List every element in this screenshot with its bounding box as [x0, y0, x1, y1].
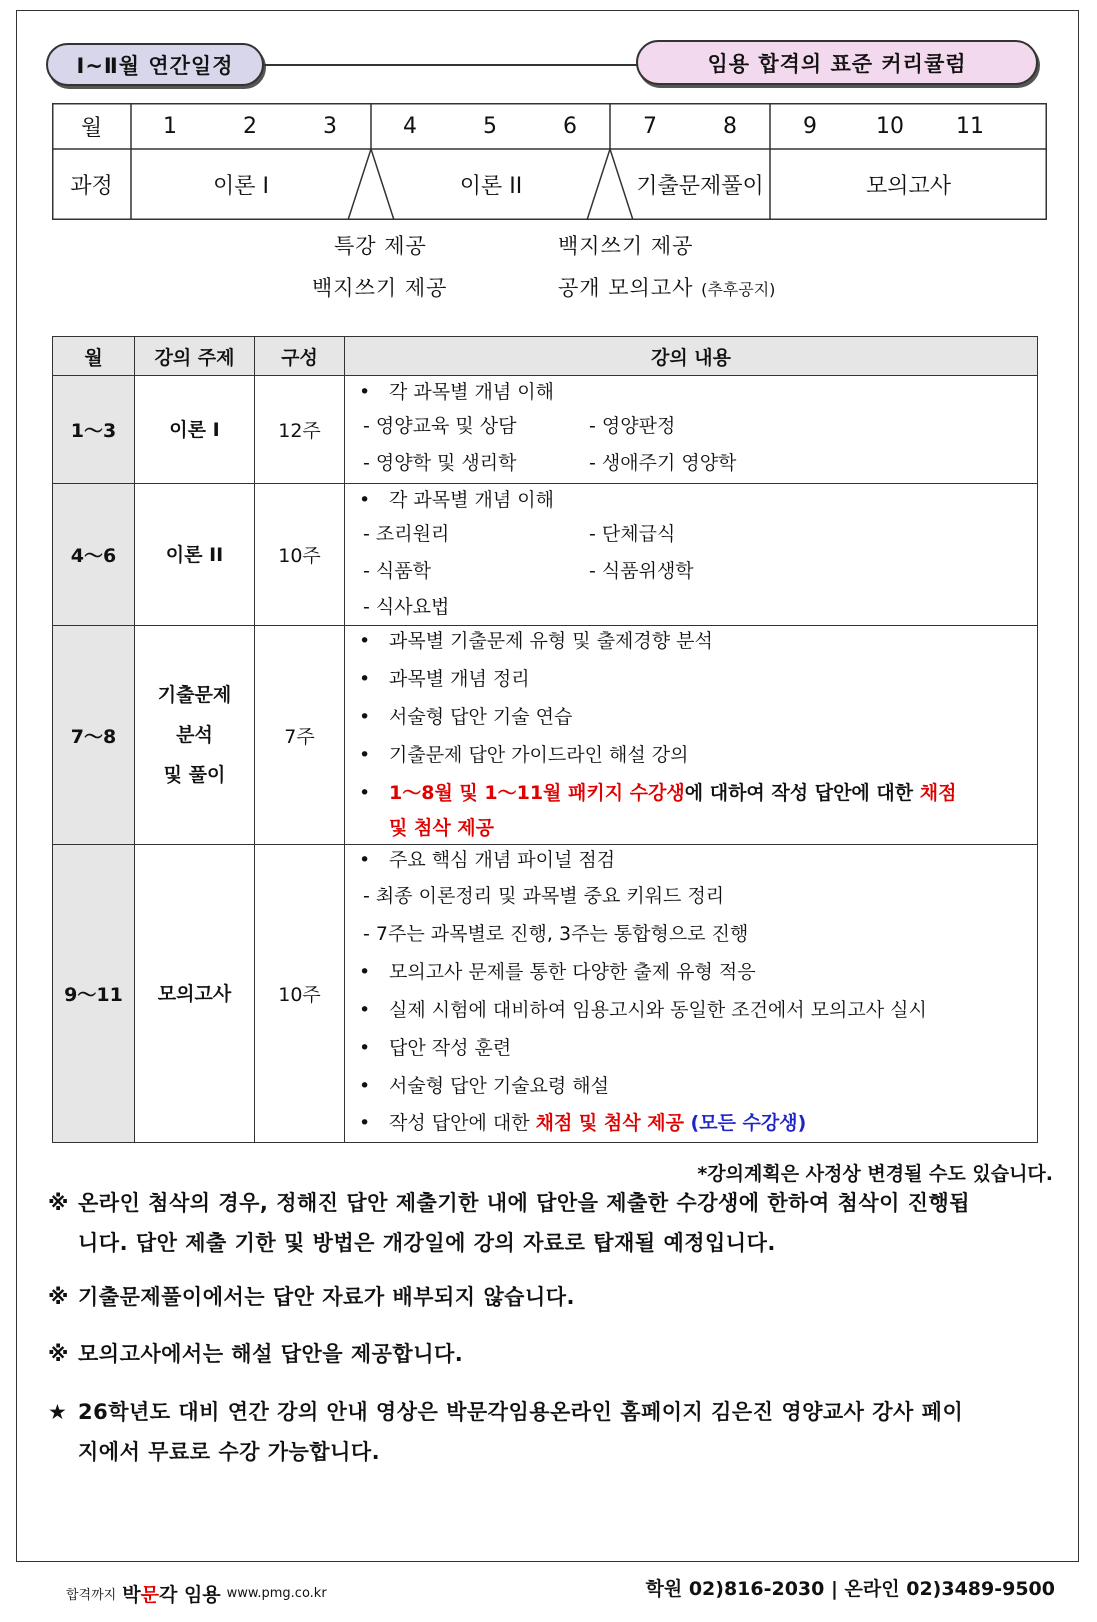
row-weeks: 7주	[255, 626, 345, 845]
timeline-month: 8	[723, 113, 737, 139]
notice-mark: ※	[48, 1285, 69, 1309]
content-item: - 영양판정	[589, 415, 676, 437]
timeline-month-label: 월	[80, 115, 103, 141]
notice-text: 기출문제풀이에서는 답안 자료가 배부되지 않습니다.	[78, 1285, 576, 1309]
header-month: 월	[53, 337, 135, 376]
timeline-note	[558, 272, 775, 302]
content-bullet: • 서술형 답안 기술 연습	[345, 698, 1027, 736]
notice-item	[48, 1277, 1058, 1317]
timeline-month: 1	[163, 113, 177, 139]
timeline-phase: 이론 I	[213, 174, 269, 199]
footer-url[interactable]: www.pmg.co.kr	[226, 1586, 327, 1601]
row-topic: 모의고사	[135, 845, 255, 1143]
row-content	[345, 845, 1038, 1143]
row-content	[345, 626, 1038, 845]
content-pair	[345, 553, 1027, 590]
timeline-month: 3	[323, 113, 337, 139]
table-row	[53, 376, 1038, 484]
content-bullet: • 기출문제 답안 가이드라인 해설 강의	[345, 736, 1027, 774]
brand-logo	[122, 1580, 220, 1607]
row-topic: 이론 I	[135, 376, 255, 484]
timeline-note: 백지쓰기 제공	[312, 276, 448, 300]
row-month: 7～8	[53, 626, 135, 845]
highlight-blue: (모든 수강생)	[683, 1112, 807, 1134]
notice-item	[48, 1392, 1058, 1472]
notice-item	[48, 1183, 1058, 1263]
star-icon: ★	[48, 1400, 68, 1424]
timeline-phase: 모의고사	[865, 174, 951, 199]
content-pair	[345, 516, 1027, 553]
highlight-red: 1～8월 및 1～11월 패키지 수강생	[389, 782, 685, 804]
timeline-month: 11	[956, 113, 984, 139]
content-bullet: • 서술형 답안 기술요령 해설	[345, 1067, 1027, 1105]
footer-phones: 학원 02)816-2030 | 온라인 02)3489-9500	[645, 1578, 1055, 1600]
highlight-red: 및 첨삭 제공	[389, 817, 494, 839]
content-bullet: • 각 과목별 개념 이해	[345, 484, 1027, 516]
footer-brand	[66, 1580, 327, 1607]
timeline-month: 9	[803, 113, 817, 139]
row-weeks: 12주	[255, 376, 345, 484]
highlight-black: 에 대하여 작성 답안에 대한	[684, 782, 920, 804]
timeline-note-small: (추후공지)	[701, 280, 776, 299]
table-header-row	[53, 337, 1038, 376]
row-weeks: 10주	[255, 845, 345, 1143]
content-item: - 생애주기 영양학	[589, 452, 737, 474]
timeline-note: 백지쓰기 제공	[558, 234, 694, 258]
notice-text: 모의고사에서는 해설 답안을 제공합니다.	[78, 1342, 464, 1366]
timeline-month: 5	[483, 113, 497, 139]
highlight-red: 채점	[919, 782, 957, 804]
timeline-phase: 이론 II	[459, 174, 523, 199]
content-pair	[345, 445, 1027, 482]
row-content	[345, 376, 1038, 484]
content-bullet: • 과목별 기출문제 유형 및 출제경향 분석	[345, 626, 1027, 660]
row-month: 4～6	[53, 484, 135, 626]
header-weeks: 구성	[255, 337, 345, 376]
plan-change-notice: *강의계획은 사정상 변경될 수도 있습니다.	[697, 1163, 1053, 1185]
table-row	[53, 484, 1038, 626]
highlight-black: 작성 답안에 대한	[389, 1112, 536, 1134]
row-weeks: 10주	[255, 484, 345, 626]
content-pair	[345, 408, 1027, 445]
content-bullet: • 모의고사 문제를 통한 다양한 출제 유형 적응	[345, 953, 1027, 991]
brand-part: 임용	[183, 1584, 221, 1606]
content-item: - 영양교육 및 상담	[363, 415, 517, 437]
timeline-month: 7	[643, 113, 657, 139]
content-bullet: • 답안 작성 훈련	[345, 1029, 1027, 1067]
row-topic-line: 분석	[176, 724, 213, 746]
content-item: - 식품학	[363, 560, 431, 582]
notice-text: 26학년도 대비 연간 강의 안내 영상은 박문각임용온라인 홈페이지 김은진 영양교사 강사 페이	[78, 1400, 964, 1424]
content-bullet: • 주요 핵심 개념 파이널 점검	[345, 845, 1027, 877]
content-bullet-continued	[345, 812, 1027, 844]
notice-mark: ※	[48, 1342, 69, 1366]
notice-text: 지에서 무료로 수강 가능합니다.	[78, 1440, 381, 1464]
notice-mark: ※	[48, 1191, 69, 1215]
brand-part: 문	[140, 1584, 159, 1606]
content-item: - 조리원리	[363, 523, 450, 545]
content-bullet: • 과목별 개념 정리	[345, 660, 1027, 698]
timeline-note: 특강 제공	[334, 234, 427, 258]
row-content	[345, 484, 1038, 626]
header-topic: 강의 주제	[135, 337, 255, 376]
content-bullet: • 각 과목별 개념 이해	[345, 376, 1027, 408]
curriculum-title: 임용 합격의 표준 커리큘럼	[636, 40, 1038, 85]
timeline-month: 4	[403, 113, 417, 139]
timeline-note-main: 공개 모의고사	[558, 276, 694, 300]
timeline-month: 10	[876, 113, 904, 139]
timeline-course-label: 과정	[70, 174, 113, 199]
row-topic-line: 및 풀이	[163, 764, 226, 786]
annual-schedule-title: Ⅰ~Ⅱ월 연간일정	[46, 43, 264, 86]
content-bullet-highlight	[345, 774, 1027, 812]
timeline-phase: 기출문제풀이	[636, 174, 764, 199]
notice-item	[48, 1334, 1058, 1374]
timeline-table	[52, 103, 1047, 220]
content-item: - 단체급식	[589, 523, 676, 545]
content-bullet-highlight	[345, 1105, 1027, 1141]
lecture-table	[52, 336, 1038, 1143]
footer-tagline: 합격까지	[66, 1588, 117, 1603]
brand-part: 박	[122, 1584, 141, 1606]
notice-text: 온라인 첨삭의 경우, 정해진 답안 제출기한 내에 답안을 제출한 수강생에 한하여 첨삭이 진행됩	[78, 1191, 971, 1215]
timeline-month: 2	[243, 113, 257, 139]
row-month: 9～11	[53, 845, 135, 1143]
header-connector-line	[264, 64, 638, 66]
row-topic	[135, 626, 255, 845]
content-item: - 최종 이론정리 및 과목별 중요 키워드 정리	[363, 885, 725, 907]
table-row	[53, 626, 1038, 845]
highlight-red: 채점 및 첨삭 제공	[535, 1112, 684, 1134]
row-topic-line: 기출문제	[157, 684, 232, 706]
table-row	[53, 845, 1038, 1143]
content-bullet: • 실제 시험에 대비하여 임용고시와 동일한 조건에서 모의고사 실시	[345, 991, 1027, 1029]
row-month: 1～3	[53, 376, 135, 484]
content-item: - 영양학 및 생리학	[363, 452, 517, 474]
content-item: - 7주는 과목별로 진행, 3주는 통합형으로 진행	[363, 923, 749, 945]
content-item: - 식품위생학	[589, 560, 694, 582]
notice-text: 니다. 답안 제출 기한 및 방법은 개강일에 강의 자료로 탑재될 예정입니다.	[78, 1231, 776, 1255]
brand-part: 각	[158, 1584, 178, 1606]
timeline-month: 6	[563, 113, 577, 139]
header-content: 강의 내용	[345, 337, 1038, 376]
row-topic: 이론 II	[135, 484, 255, 626]
content-item: - 식사요법	[363, 596, 450, 618]
